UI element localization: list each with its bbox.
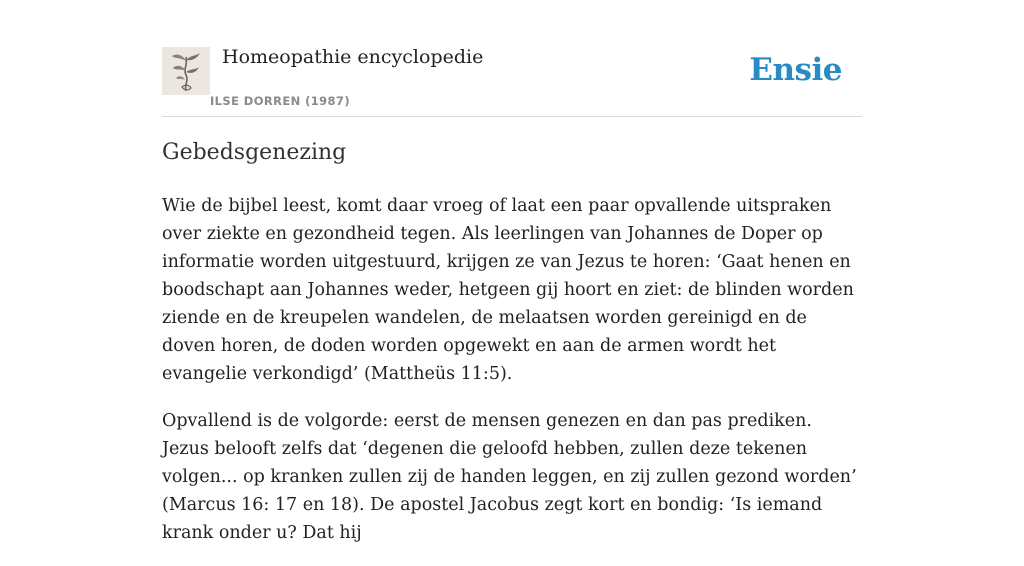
article-title: Gebedsgenezing xyxy=(162,140,347,165)
paragraph: Wie de bijbel leest, komt daar vroeg of laat een paar opvallende uitspraken over ziekte en gezondheid tegen. Als leerlingen van Johannes de Doper op informatie worden uitgestuurd, krijgen ze van Jezus te horen: ‘Gaat henen en boodschapt aan Johannes weder, hetgeen gij hoort en ziet: de blinden worden ziende en de kreupelen wandelen, de melaatsen worden gereinigd en de doven horen, de doden worden opgewekt en aan de armen wordt het evangelie verkondigd’ (Mattheüs 11:5). xyxy=(162,196,854,384)
book-title[interactable]: Homeopathie encyclopedie xyxy=(222,46,484,68)
author-label: ILSE DORREN (1987) xyxy=(210,94,350,108)
brand-logo-link[interactable]: Ensie xyxy=(749,52,842,88)
book-header xyxy=(162,44,862,117)
article-body xyxy=(162,192,864,566)
paragraph: Opvallend is de volgorde: eerst de mensen genezen en dan pas prediken. Jezus belooft zelfs dat ‘degenen die geloofd hebben, zullen deze tekenen volgen... op kranken zullen zij de handen leggen, en zij zullen gezond worden’ (Marcus 16: 17 en 18). De apostel Jacobus zegt kort en bondig: ‘Is iemand krank onder u? Dat hij xyxy=(162,411,857,543)
plant-sprout-icon[interactable] xyxy=(162,47,210,95)
